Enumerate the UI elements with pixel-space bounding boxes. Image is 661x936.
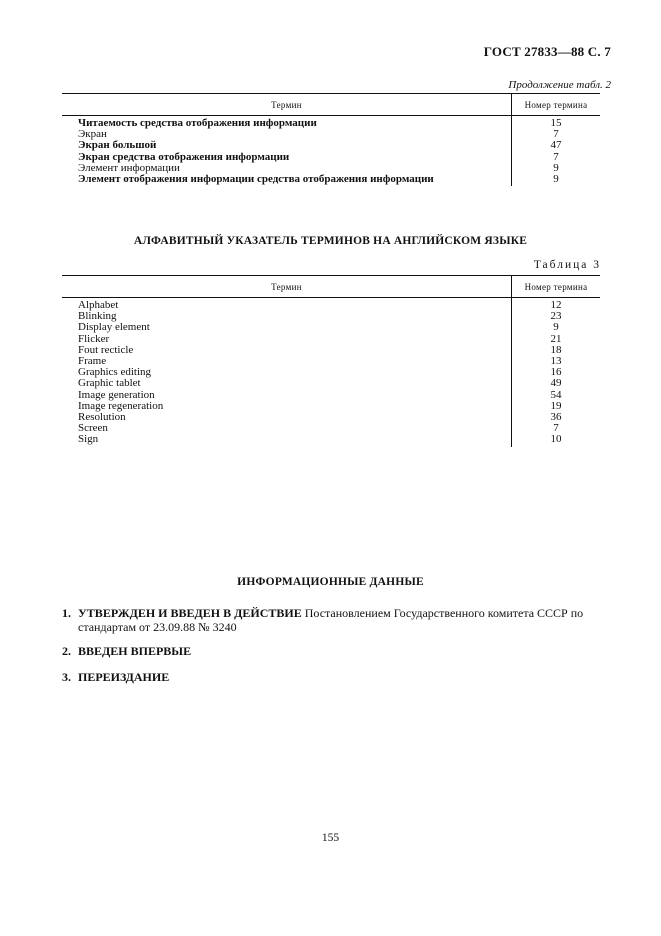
- term-cell: Image generation: [78, 388, 155, 401]
- number-cell: 12: [512, 298, 601, 312]
- terms-table-ru: [62, 93, 600, 186]
- number-cell: 54: [512, 390, 601, 401]
- info-item-heading: ВВЕДЕН ВПЕРВЫЕ: [78, 644, 192, 658]
- number-cell: 47: [512, 140, 601, 151]
- document-code: ГОСТ 27833—88 С. 7: [483, 44, 611, 59]
- table-row: [62, 298, 600, 312]
- term-cell: Blinking: [78, 310, 117, 323]
- info-item-heading: УТВЕРЖДЕН И ВВЕДЕН В ДЕЙСТВИЕ: [78, 606, 302, 620]
- column-header-term: Термин: [62, 94, 512, 116]
- info-item: [62, 644, 602, 658]
- term-cell: Fout recticle: [78, 343, 134, 356]
- term-cell: Screen: [78, 422, 108, 435]
- info-item-text: Постановлением Государственного комитета СССР по стандартам от 23.09.88 № 3240: [78, 606, 584, 634]
- term-cell: Flicker: [78, 332, 110, 345]
- number-cell: 9: [512, 322, 601, 333]
- info-item-number: 3.: [62, 670, 71, 684]
- term-cell: Image regeneration: [78, 399, 164, 412]
- table-row: [62, 401, 600, 412]
- column-header-number: Номер термина: [512, 94, 601, 116]
- number-cell: 36: [512, 412, 601, 423]
- table-row: [62, 322, 600, 333]
- page-number: 155: [321, 832, 340, 844]
- table-row: [62, 140, 600, 151]
- table-row: [62, 345, 600, 356]
- table-row: [62, 174, 600, 186]
- info-item-body: [78, 606, 598, 634]
- table-header-row: [62, 94, 600, 116]
- terms-table-en: [62, 275, 600, 447]
- number-cell: 7: [512, 423, 601, 434]
- number-cell: 16: [512, 367, 601, 378]
- info-item: [62, 670, 602, 684]
- term-cell: Display element: [78, 321, 150, 334]
- table-row: [62, 367, 600, 378]
- term-cell: Graphics editing: [78, 366, 152, 379]
- term-cell: Экран большой: [78, 139, 157, 152]
- number-cell: 18: [512, 345, 601, 356]
- info-item-number: 2.: [62, 644, 71, 658]
- term-cell: Экран средства отображения информации: [78, 150, 290, 163]
- term-cell: Sign: [78, 433, 99, 446]
- number-cell: 19: [512, 401, 601, 412]
- term-cell: Frame: [78, 355, 107, 368]
- number-cell: 7: [512, 152, 601, 163]
- info-item-heading: ПЕРЕИЗДАНИЕ: [78, 670, 170, 684]
- number-cell: 21: [512, 334, 601, 345]
- table-header-row: [62, 276, 600, 298]
- info-item: [62, 606, 602, 634]
- term-cell: Читаемость средства отображения информации: [78, 117, 317, 129]
- term-cell: Элемент информации: [78, 161, 180, 174]
- info-item-number: 1.: [62, 606, 71, 620]
- term-cell: Resolution: [78, 411, 126, 424]
- number-cell: 9: [512, 174, 601, 186]
- number-cell: 23: [512, 311, 601, 322]
- section-title-english-index: АЛФАВИТНЫЙ УКАЗАТЕЛЬ ТЕРМИНОВ НА АНГЛИЙСКОМ ЯЗЫКЕ: [133, 235, 528, 247]
- number-cell: 7: [512, 129, 601, 140]
- column-header-term: Термин: [62, 276, 512, 298]
- section-title-info-data: ИНФОРМАЦИОННЫЕ ДАННЫЕ: [237, 576, 424, 588]
- table-row: [62, 423, 600, 434]
- table-row: [62, 412, 600, 423]
- number-cell: 49: [512, 378, 601, 389]
- number-cell: 9: [512, 163, 601, 174]
- table-continuation-note: Продолжение табл. 2: [508, 79, 611, 91]
- table-row: [62, 334, 600, 345]
- table-row: [62, 434, 600, 446]
- table-row: [62, 116, 600, 130]
- term-cell: Alphabet: [78, 299, 119, 311]
- term-cell: Элемент отображения информации средства отображения информации: [78, 173, 434, 186]
- table-row: [62, 378, 600, 389]
- term-cell: Graphic tablet: [78, 377, 141, 390]
- number-cell: 15: [512, 116, 601, 130]
- number-cell: 13: [512, 356, 601, 367]
- number-cell: 10: [512, 434, 601, 446]
- column-header-number: Номер термина: [512, 276, 601, 298]
- term-cell: Экран: [78, 128, 107, 141]
- table-label: Таблица 3: [533, 259, 601, 271]
